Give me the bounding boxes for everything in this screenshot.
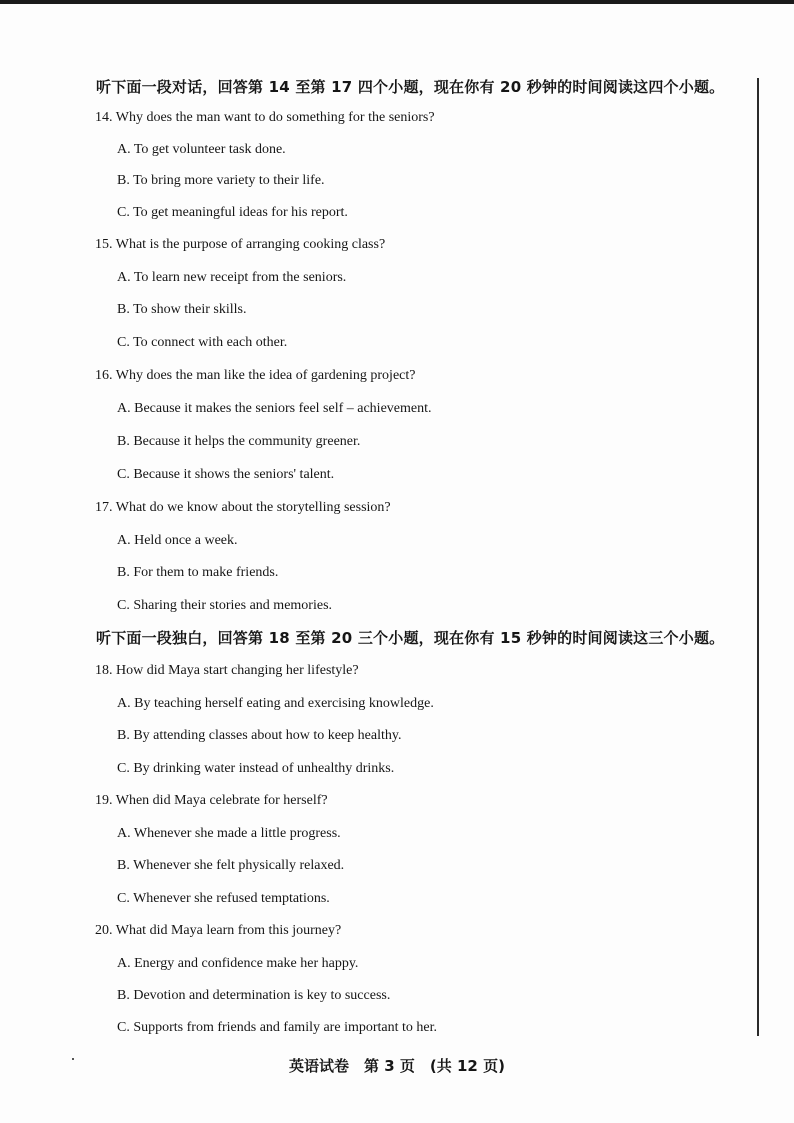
question-20-stem: 20. What did Maya learn from this journey?	[95, 923, 342, 938]
question-15-option-c: C. To connect with each other.	[117, 335, 288, 350]
question-16-option-b: B. Because it helps the community greener.	[117, 434, 361, 449]
question-17-option-a: A. Held once a week.	[117, 533, 238, 548]
question-15-option-a: A. To learn new receipt from the seniors.	[117, 270, 347, 285]
question-14-option-b: B. To bring more variety to their life.	[117, 173, 325, 188]
question-16-stem: 16. Why does the man like the idea of gardening project?	[95, 368, 416, 383]
question-19-option-b: B. Whenever she felt physically relaxed.	[117, 858, 345, 873]
section-instruction-1: 听下面一段对话，回答第 14 至第 17 四个小题，现在你有 20 秒钟的时间阅读这四个小题。	[96, 78, 725, 96]
question-14-option-a: A. To get volunteer task done.	[117, 142, 286, 157]
question-14-stem: 14. Why does the man want to do something for the seniors?	[95, 110, 435, 125]
question-15-stem: 15. What is the purpose of arranging cooking class?	[95, 237, 386, 252]
question-16-option-c: C. Because it shows the seniors' talent.	[117, 467, 335, 482]
question-17-option-b: B. For them to make friends.	[117, 565, 279, 580]
question-19-stem: 19. When did Maya celebrate for herself?	[95, 793, 328, 808]
question-20-option-a: A. Energy and confidence make her happy.	[117, 956, 359, 971]
question-20-option-b: B. Devotion and determination is key to success.	[117, 988, 391, 1003]
question-17-option-c: C. Sharing their stories and memories.	[117, 598, 333, 613]
question-18-option-a: A. By teaching herself eating and exercising knowledge.	[117, 696, 434, 711]
question-19-option-c: C. Whenever she refused temptations.	[117, 891, 330, 906]
question-20-option-c: C. Supports from friends and family are important to her.	[117, 1020, 437, 1035]
question-14-option-c: C. To get meaningful ideas for his report.	[117, 205, 348, 220]
question-18-option-b: B. By attending classes about how to keep healthy.	[117, 728, 402, 743]
top-border-rule	[0, 0, 794, 4]
page-footer: 英语试卷 第 3 页 (共 12 页)	[289, 1057, 505, 1075]
question-16-option-a: A. Because it makes the seniors feel self – achievement.	[117, 401, 432, 416]
question-18-option-c: C. By drinking water instead of unhealthy drinks.	[117, 761, 395, 776]
right-margin-line	[757, 78, 759, 1036]
question-18-stem: 18. How did Maya start changing her lifestyle?	[95, 663, 359, 678]
section-instruction-2: 听下面一段独白，回答第 18 至第 20 三个小题，现在你有 15 秒钟的时间阅读这三个小题。	[96, 629, 725, 647]
question-19-option-a: A. Whenever she made a little progress.	[117, 826, 341, 841]
question-17-stem: 17. What do we know about the storytelling session?	[95, 500, 391, 515]
question-15-option-b: B. To show their skills.	[117, 302, 247, 317]
